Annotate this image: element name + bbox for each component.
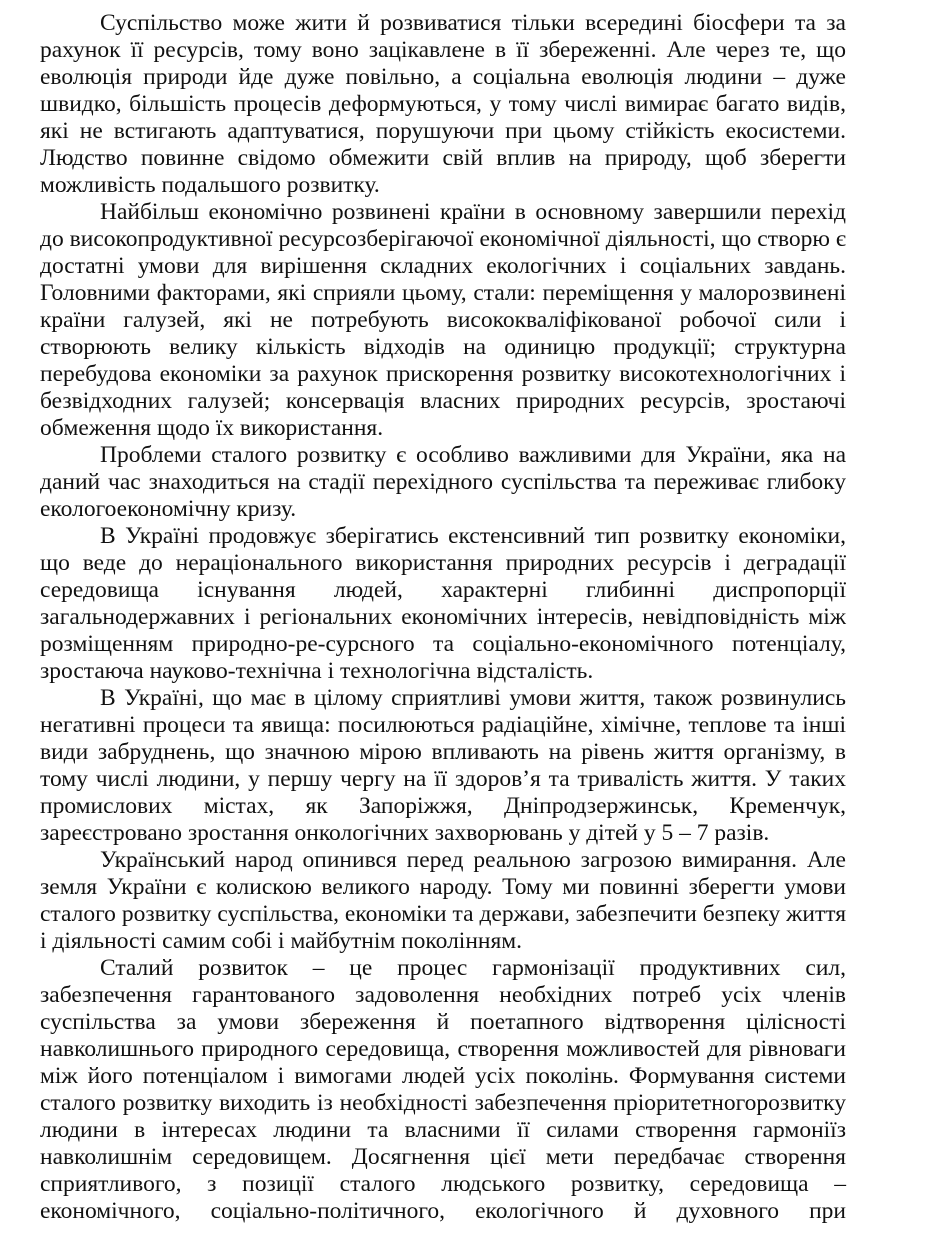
paragraph-ukraine-problems: Проблеми сталого розвитку є особливо важливими для України, яка на даний час знаходиться на стадії перехідного суспільства та переживає глибоку екологоекономічну кризу.: [40, 442, 846, 522]
paragraph-negative-processes: В Україні, що має в цілому сприятливі умови життя, також розвинулись негативні процеси та явища: посилюються радіаційне, хімічне, теплове та інші види забруднень, що значною мірою впливають на рівень життя організму, в тому числі людини, у першу чергу на її здоров’я та тривалість життя. У таких промислових містах, як Запоріжжя, Дніпродзержинськ, Кременчук, зареєстровано зростання онкологічних захворювань у дітей у 5 – 7 разів.: [40, 685, 846, 846]
paragraph-sustainable-development: Сталий розвиток – це процес гармонізації продуктивних сил, забезпечення гарантованого задоволення необхідних потреб усіх членів суспільства за умови збереження й поетапного відтворення цілісності навколишнього природного середовища, створення можливостей для рівноваги між його потенціалом і вимогами людей усіх поколінь. Формування системи сталого розвитку виходить із необхідності забезпечення пріоритетногорозвитку людини в інтересах людини та власними її силами створення гармоніїз навколишнім середовищем. Досягнення цієї мети передбачає створення сприятливого, з позиції сталого людського розвитку, середовища – економічного, соціально-політичного, екологічного й духовного при: [40, 955, 846, 1224]
paragraph-extensive-economy: В Україні продовжує зберігатись екстенсивний тип розвитку економіки, що веде до нераціонального використання природних ресурсів і деградації середовища існування людей, характерні глибинні диспропорції загальнодержавних і регіональних економічних інтересів, невідповідність між розміщенням природно-ре-сурсного та соціально-економічного потенціалу, зростаюча науково-технічна і технологічна відсталість.: [40, 523, 846, 684]
paragraph-developed-countries: Найбільш економічно розвинені країни в основному завершили перехід до високопродуктивної ресурсозберігаючої економічної діяльності, що створю є достатні умови для вирішення складних екологічних і соціальних завдань. Головними факторами, які сприяли цьому, стали: переміщення у малорозвинені країни галузей, які не потребують висококваліфікованої робочої сили і створюють велику кількість відходів на одиницю продукції; структурна перебудова економіки за рахунок прискорення розвитку високотехнологічних і безвідходних галузей; консервація власних природних ресурсів, зростаючі обмеження щодо їх використання.: [40, 199, 846, 441]
paragraph-society-biosphere: Суспільство може жити й розвиватися тільки всередині біосфери та за рахунок її ресурсів, тому воно зацікавлене в її збереженні. Але через те, що еволюція природи йде дуже повільно, а соціальна еволюція людини – дуже швидко, більшість процесів деформуються, у тому числі вимирає багато видів, які не встигають адаптуватися, порушуючи при цьому стійкість екосистеми. Людство повинне свідомо обмежити свій вплив на природу, щоб зберегти можливість подальшого розвитку.: [40, 10, 846, 198]
document-page: [40, 10, 846, 1225]
paragraph-ukrainian-people: Український народ опинився перед реальною загрозою вимирання. Але земля України є колискою великого народу. Тому ми повинні зберегти умови сталого розвитку суспільства, економіки та держави, забезпечити безпеку життя і діяльності самим собі і майбутнім поколінням.: [40, 847, 846, 954]
